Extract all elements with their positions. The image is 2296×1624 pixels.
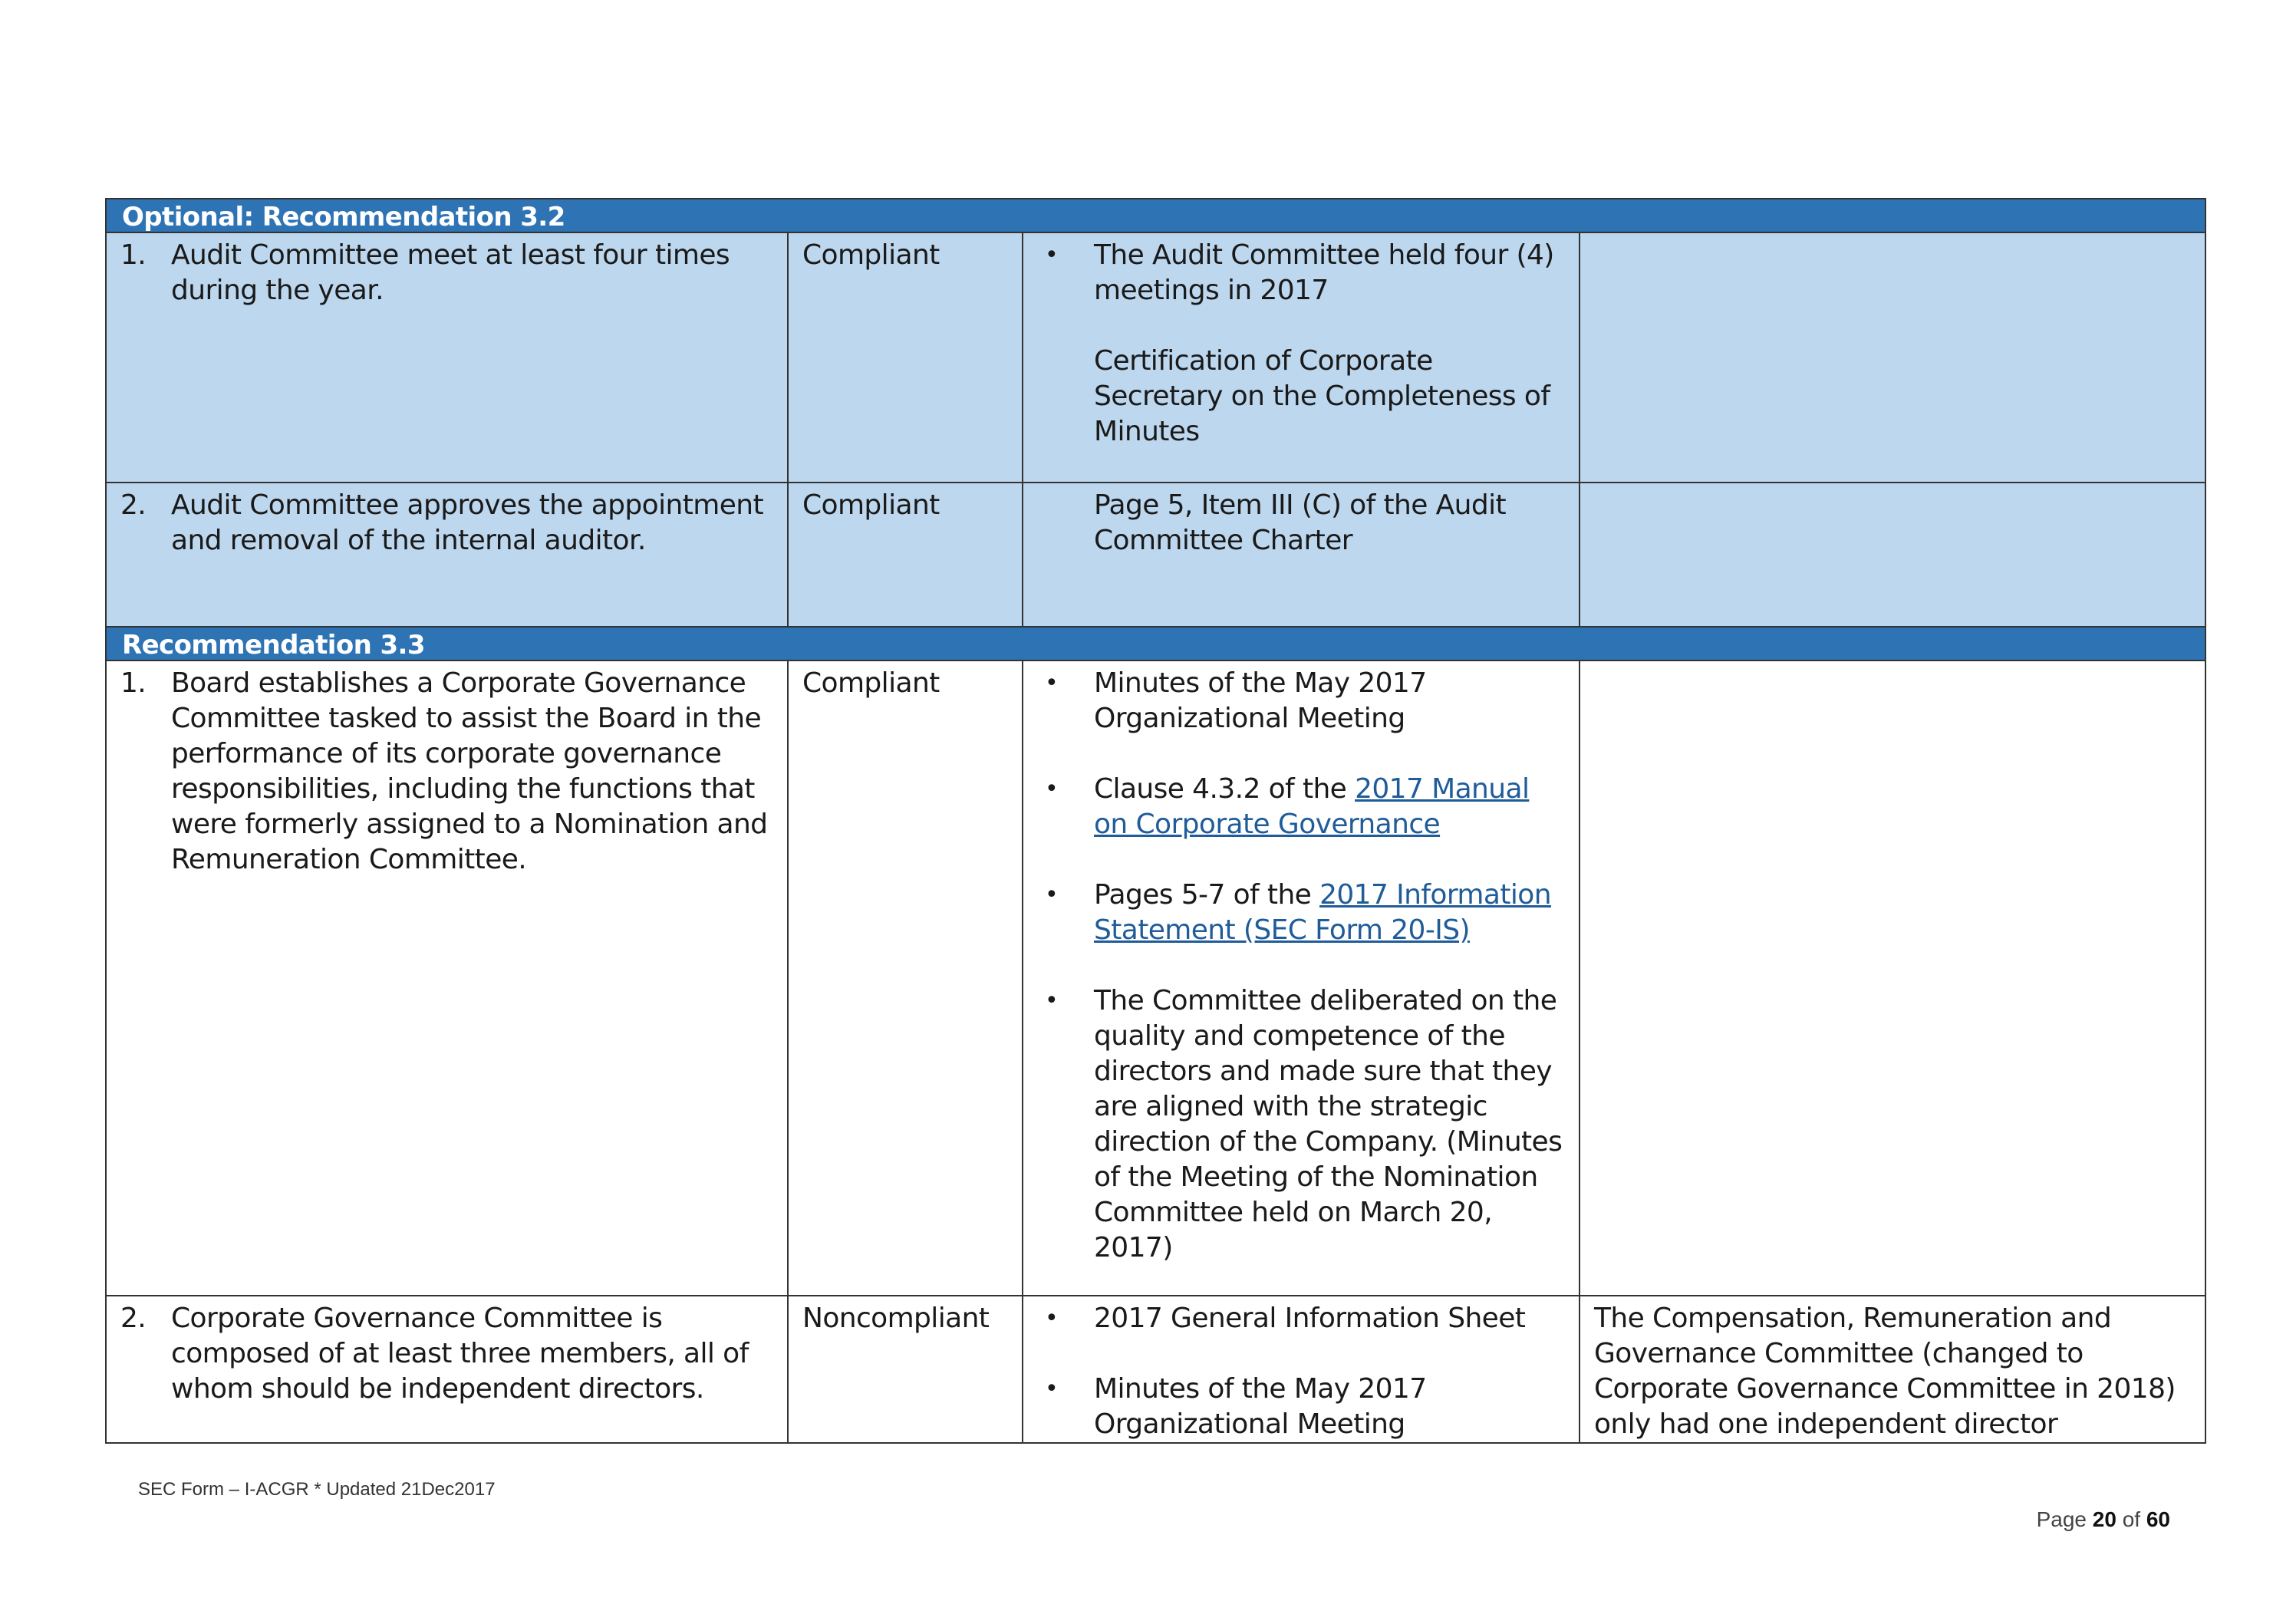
compliance-status: Compliant xyxy=(788,660,1023,1296)
form-footer: SEC Form – I-ACGR * Updated 21Dec2017 xyxy=(138,1479,496,1500)
table-row xyxy=(106,660,2205,1296)
page-number: Page 20 of 60 xyxy=(2036,1507,2170,1531)
supporting-item: 2017 General Information Sheet xyxy=(1094,1303,1526,1334)
bullet-icon: • xyxy=(1045,987,1059,1014)
supporting-info xyxy=(1023,232,1580,483)
section-header: Recommendation 3.3 xyxy=(106,627,2205,660)
compliance-status: Noncompliant xyxy=(788,1296,1023,1443)
explanation xyxy=(1580,483,2205,627)
supporting-item: The Audit Committee held four (4) meetings in 2017 xyxy=(1094,239,1554,306)
compliance-status: Compliant xyxy=(788,483,1023,627)
explanation xyxy=(1580,232,2205,483)
table-row xyxy=(106,483,2205,627)
supporting-item: Pages 5-7 of the 2017 Information Statement (SEC Form 20-IS) xyxy=(1094,879,1551,946)
supporting-info xyxy=(1023,1296,1580,1443)
recommendation-text: Audit Committee meet at least four times during the year. xyxy=(171,239,730,306)
item-number: 2. xyxy=(120,1303,147,1334)
bullet-icon: • xyxy=(1045,242,1059,268)
supporting-item: Clause 4.3.2 of the 2017 Manual on Corporate Governance xyxy=(1094,773,1530,840)
supporting-paragraph: Certification of Corporate Secretary on the Completeness of Minutes xyxy=(1094,345,1550,447)
recommendation-text: Corporate Governance Committee is composed of at least three members, all of whom should be independent directors. xyxy=(171,1303,749,1405)
supporting-item: Minutes of the May 2017 Organizational Meeting xyxy=(1094,667,1427,734)
item-number: 1. xyxy=(120,667,147,699)
recommendation-text: Audit Committee approves the appointment and removal of the internal auditor. xyxy=(171,489,763,556)
supporting-paragraph: Page 5, Item III (C) of the Audit Committee Charter xyxy=(1094,489,1507,556)
supporting-item: Minutes of the May 2017 Organizational Meeting xyxy=(1094,1373,1427,1440)
compliance-table xyxy=(105,198,2206,1444)
bullet-icon: • xyxy=(1045,881,1059,908)
bullet-icon: • xyxy=(1045,1305,1059,1332)
explanation: The Compensation, Remuneration and Governance Committee (changed to Corporate Governance Committee in 2018) only had one independent director xyxy=(1580,1296,2205,1443)
item-number: 2. xyxy=(120,489,147,521)
supporting-item: The Committee deliberated on the quality and competence of the directors and made sure that they are aligned with the strategic direction of the Company. (Minutes of the Meeting of the Nomination Committee held on March 20, 2017) xyxy=(1094,985,1563,1263)
table-row xyxy=(106,1296,2205,1443)
manual-link[interactable]: 2017 Manual on Corporate Governance xyxy=(1094,773,1530,840)
section-header: Optional: Recommendation 3.2 xyxy=(106,199,2205,232)
bullet-icon: • xyxy=(1045,670,1059,697)
supporting-info xyxy=(1023,660,1580,1296)
item-number: 1. xyxy=(120,239,147,271)
recommendation-text: Board establishes a Corporate Governance Committee tasked to assist the Board in the performance of its corporate governance responsibilities, including the functions that were formerly assigned to a Nomination and Remuneration Committee. xyxy=(171,667,768,875)
compliance-status: Compliant xyxy=(788,232,1023,483)
supporting-info xyxy=(1023,483,1580,627)
table-row xyxy=(106,232,2205,483)
bullet-icon: • xyxy=(1045,1375,1059,1402)
explanation xyxy=(1580,660,2205,1296)
information-statement-link[interactable]: 2017 Information Statement (SEC Form 20-IS) xyxy=(1094,879,1551,946)
bullet-icon: • xyxy=(1045,776,1059,802)
